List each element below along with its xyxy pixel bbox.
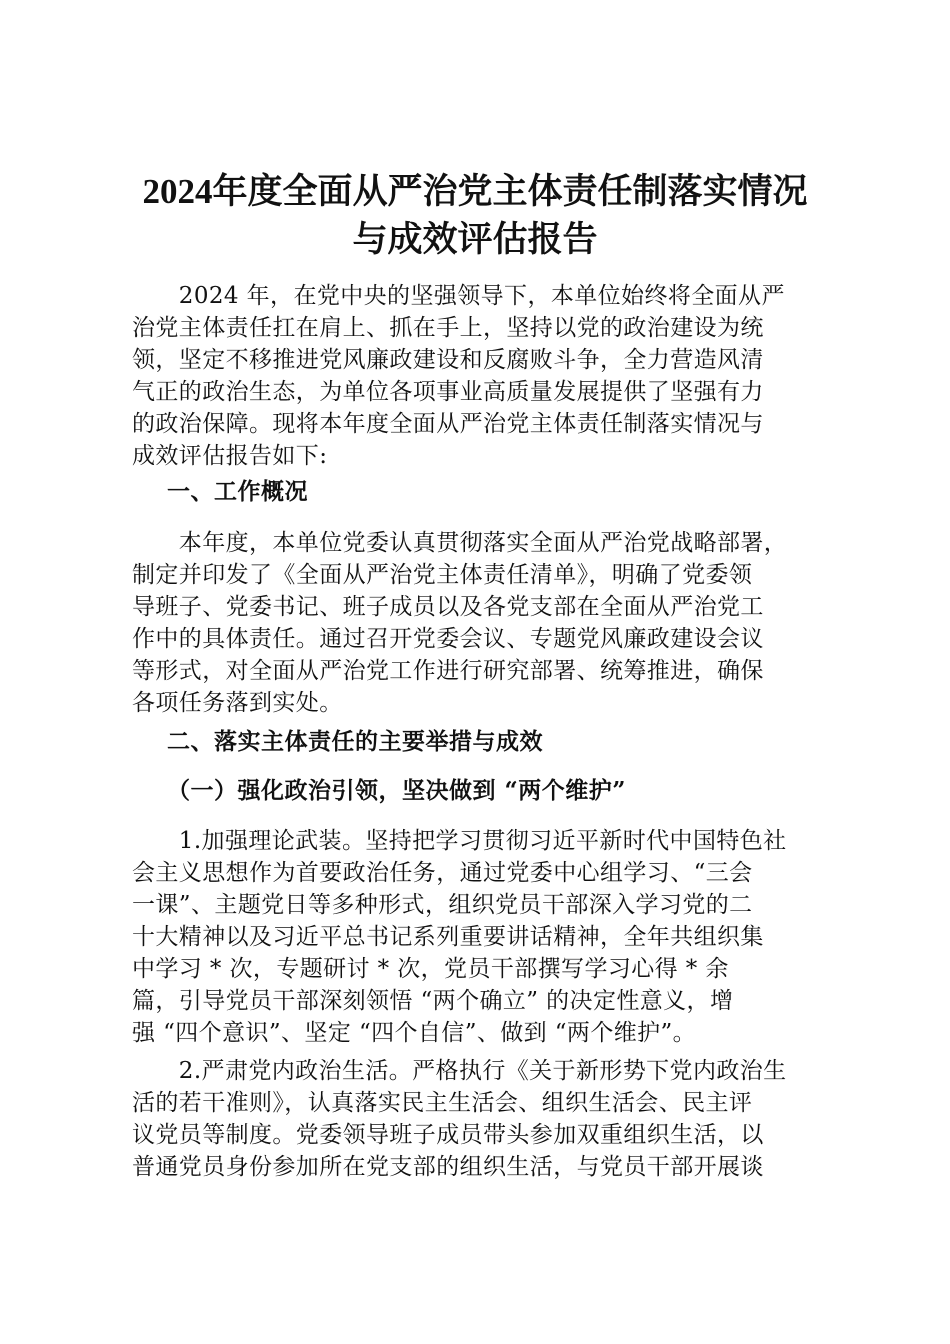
- text-line: 本年度，本单位党委认真贯彻落实全面从严治党战略部署，: [132, 530, 788, 556]
- text-line: 成效评估报告如下:: [132, 443, 328, 469]
- text-line: 各项任务落到实处。: [132, 690, 343, 716]
- title-line-2: 与成效评估报告: [352, 219, 598, 260]
- text-line: 制定并印发了《全面从严治党主体责任清单》，明确了党委领: [132, 562, 753, 588]
- text-line: 议党员等制度。党委领导班子成员带头参加双重组织生活，以: [132, 1122, 764, 1148]
- text-line: 的政治保障。现将本年度全面从严治党主体责任制落实情况与: [132, 411, 764, 437]
- text-line: 篇，引导党员干部深刻领悟 “两个确立” 的决定性意义，增: [132, 988, 734, 1014]
- text-line: 作中的具体责任。通过召开党委会议、专题党风廉政建设会议: [132, 626, 764, 652]
- section-heading-2: 二、落实主体责任的主要举措与成效: [167, 728, 543, 755]
- title-year: 2024: [142, 172, 213, 211]
- intro-paragraph: [132, 280, 822, 472]
- text-line: 等形式，对全面从严治党工作进行研究部署、统筹推进，确保: [132, 658, 764, 684]
- title-line-1-text: 年度全面从严治党主体责任制落实情况: [212, 171, 808, 212]
- text-line: 气正的政治生态，为单位各项事业高质量发展提供了坚强有力: [132, 379, 764, 405]
- text-line: 会主义思想作为首要政治任务，通过党委中心组学习、“三会: [132, 860, 753, 886]
- text-line: 普通党员身份参加所在党支部的组织生活，与党员干部开展谈: [132, 1154, 764, 1180]
- subsection-heading-1: （一）强化政治引领，坚决做到 “两个维护”: [167, 777, 626, 804]
- text-line: 十大精神以及习近平总书记系列重要讲话精神，全年共组织集: [132, 924, 764, 950]
- item1-paragraph: [132, 825, 822, 1049]
- text-line: 领，坚定不移推进党风廉政建设和反腐败斗争，全力营造风清: [132, 347, 764, 373]
- text-line: 活的若干准则》，认真落实民主生活会、组织生活会、民主评: [132, 1090, 753, 1116]
- document-title: [100, 168, 850, 264]
- text-line: 1.加强理论武装。坚持把学习贯彻习近平新时代中国特色社: [132, 828, 787, 854]
- text-line: 治党主体责任扛在肩上、抓在手上，坚持以党的政治建设为统: [132, 315, 764, 341]
- text-line: 2.严肃党内政治生活。严格执行《关于新形势下党内政治生: [132, 1058, 787, 1084]
- section1-paragraph: [132, 527, 822, 719]
- text-line: 强 “四个意识”、坚定 “四个自信”、做到 “两个维护”。: [132, 1020, 697, 1046]
- text-line: 中学习 * 次，专题研讨 * 次，党员干部撰写学习心得 * 余: [132, 956, 729, 982]
- item2-paragraph: [132, 1055, 822, 1183]
- text-line: 2024 年，在党中央的坚强领导下，本单位始终将全面从严: [132, 283, 785, 309]
- text-line: 导班子、党委书记、班子成员以及各党支部在全面从严治党工: [132, 594, 764, 620]
- title-line-1: [100, 168, 850, 216]
- text-line: 一课”、主题党日等多种形式，组织党员干部深入学习党的二: [132, 892, 753, 918]
- section-heading-1: 一、工作概况: [167, 478, 308, 505]
